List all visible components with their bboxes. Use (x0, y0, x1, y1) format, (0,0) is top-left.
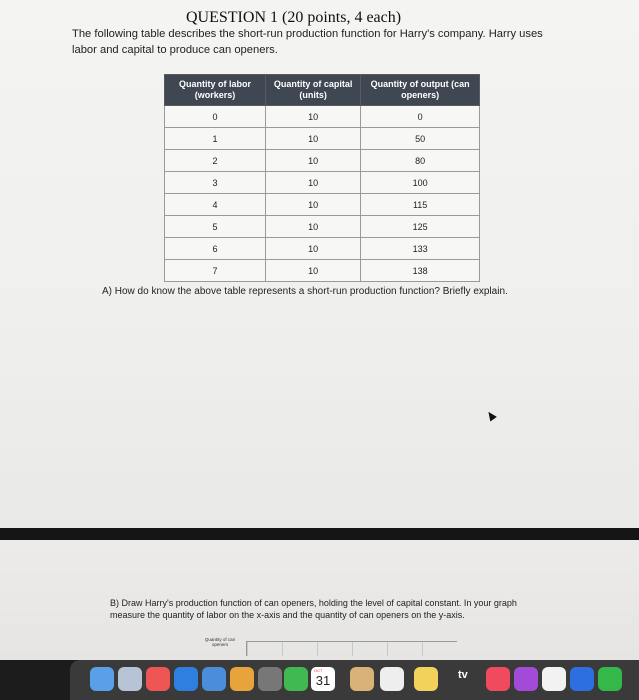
facetime-icon[interactable] (258, 667, 282, 691)
table-row (165, 172, 480, 194)
cell-output: 0 (361, 106, 480, 128)
finder-icon[interactable] (90, 667, 114, 691)
cell-output: 138 (361, 260, 480, 282)
reminders-icon[interactable] (380, 667, 404, 691)
cell-labor: 7 (165, 260, 266, 282)
cell-capital: 10 (266, 194, 361, 216)
cell-output: 115 (361, 194, 480, 216)
page-divider (0, 528, 639, 540)
table-row (165, 106, 480, 128)
mail-icon[interactable] (174, 667, 198, 691)
keynote-icon[interactable] (570, 667, 594, 691)
calendar-day: 31 (315, 673, 331, 688)
graph-y-axis-label: Quantity of can openers (204, 637, 236, 647)
cell-capital: 10 (266, 128, 361, 150)
cell-labor: 0 (165, 106, 266, 128)
question-part-a: A) How do know the above table represents a short-run production function? Briefly explain. (102, 286, 508, 297)
table-row (165, 128, 480, 150)
cell-output: 50 (361, 128, 480, 150)
cell-capital: 10 (266, 216, 361, 238)
maps-icon[interactable] (202, 667, 226, 691)
cell-output: 125 (361, 216, 480, 238)
podcasts-icon[interactable] (514, 667, 538, 691)
table-header-row (165, 75, 480, 106)
cell-capital: 10 (266, 172, 361, 194)
cell-labor: 1 (165, 128, 266, 150)
cell-capital: 10 (266, 150, 361, 172)
tv-label: tv (458, 669, 468, 681)
cell-capital: 10 (266, 238, 361, 260)
header-output: Quantity of output (can openers) (361, 75, 480, 106)
news-icon[interactable] (542, 667, 566, 691)
launchpad-icon[interactable] (118, 667, 142, 691)
cell-labor: 4 (165, 194, 266, 216)
cell-output: 133 (361, 238, 480, 260)
contacts-icon[interactable] (350, 667, 374, 691)
cell-output: 80 (361, 150, 480, 172)
cell-labor: 2 (165, 150, 266, 172)
production-table (164, 74, 480, 282)
notes-icon[interactable] (414, 667, 438, 691)
photos-icon[interactable] (230, 667, 254, 691)
table-row (165, 216, 480, 238)
music-icon[interactable] (486, 667, 510, 691)
calendar-month: OCT (314, 668, 323, 673)
cell-capital: 10 (266, 260, 361, 282)
header-labor: Quantity of labor (workers) (165, 75, 266, 106)
numbers-icon[interactable] (598, 667, 622, 691)
apple-tv-icon[interactable] (458, 669, 468, 681)
messages-icon[interactable] (284, 667, 308, 691)
table-row (165, 238, 480, 260)
table-row (165, 194, 480, 216)
app-icon[interactable] (146, 667, 170, 691)
table-row (165, 150, 480, 172)
graph-grid (246, 641, 457, 656)
cell-labor: 6 (165, 238, 266, 260)
cell-labor: 5 (165, 216, 266, 238)
cell-capital: 10 (266, 106, 361, 128)
header-capital: Quantity of capital (units) (266, 75, 361, 106)
question-intro: The following table describes the short-run production function for Harry's company. Harry uses labor and capital to produce can openers. (72, 28, 543, 56)
question-part-b: B) Draw Harry's production function of can openers, holding the level of capital constant. In your graph measure the quantity of labor on the x-axis and the quantity of can openers on the y-axis. (110, 598, 517, 620)
cell-output: 100 (361, 172, 480, 194)
table-row (165, 260, 480, 282)
question-title: QUESTION 1 (20 points, 4 each) (186, 9, 402, 26)
cell-labor: 3 (165, 172, 266, 194)
